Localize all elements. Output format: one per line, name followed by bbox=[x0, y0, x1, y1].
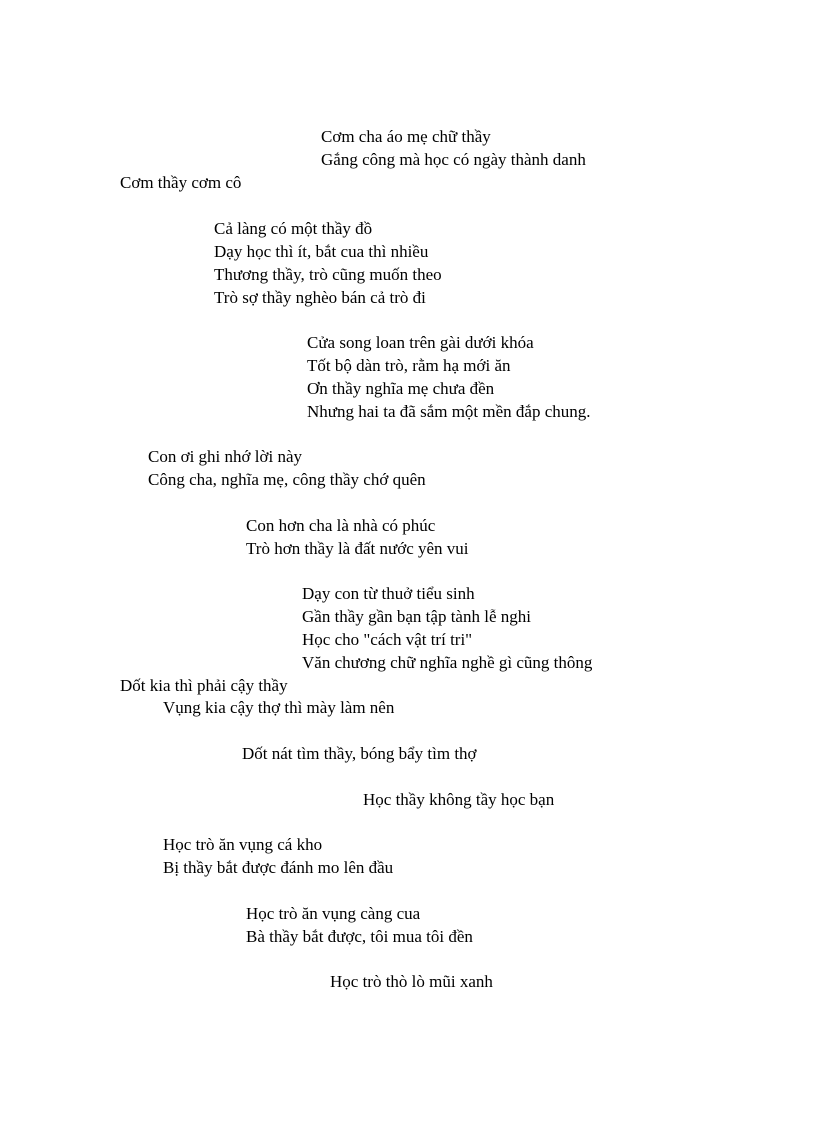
verse-line: Gắng công mà học có ngày thành danh bbox=[321, 150, 586, 169]
verse-line: Văn chương chữ nghĩa nghề gì cũng thông bbox=[302, 653, 593, 672]
verse-line: Cơm cha áo mẹ chữ thầy bbox=[321, 127, 491, 146]
verse-line: Học trò thò lò mũi xanh bbox=[330, 972, 493, 991]
verse-line: Vụng kia cậy thợ thì mày làm nên bbox=[163, 698, 395, 717]
verse-line: Học thầy không tầy học bạn bbox=[363, 790, 555, 809]
verse-line: Trò hơn thầy là đất nước yên vui bbox=[246, 539, 469, 558]
verse-line: Trò sợ thầy nghèo bán cả trò đi bbox=[214, 288, 426, 307]
verse-line: Dạy con từ thuở tiểu sinh bbox=[302, 584, 475, 603]
verse-line: Học trò ăn vụng càng cua bbox=[246, 904, 421, 923]
verse-line: Nhưng hai ta đã sắm một mền đắp chung. bbox=[307, 402, 591, 421]
verse-line: Bị thầy bắt được đánh mo lên đầu bbox=[163, 858, 394, 877]
verse-line: Cả làng có một thầy đồ bbox=[214, 219, 373, 238]
verse-line: Bà thầy bắt được, tôi mua tôi đền bbox=[246, 927, 473, 946]
verse-line: Con hơn cha là nhà có phúc bbox=[246, 516, 436, 535]
verse-line: Cơm thầy cơm cô bbox=[120, 173, 242, 192]
verse-line: Học trò ăn vụng cá kho bbox=[163, 835, 323, 854]
verse-line: Ơn thầy nghĩa mẹ chưa đền bbox=[307, 379, 495, 398]
verse-line: Gần thầy gần bạn tập tành lễ nghi bbox=[302, 607, 531, 626]
verse-line: Công cha, nghĩa mẹ, công thầy chớ quên bbox=[148, 470, 426, 489]
verse-line: Học cho "cách vật trí tri" bbox=[302, 630, 473, 649]
verse-line: Cửa song loan trên gài dưới khóa bbox=[307, 333, 534, 352]
verse-line: Dốt kia thì phải cậy thầy bbox=[120, 676, 288, 695]
verse-line: Con ơi ghi nhớ lời này bbox=[148, 447, 302, 466]
verse-line: Dạy học thì ít, bắt cua thì nhiều bbox=[214, 242, 429, 261]
verse-line: Dốt nát tìm thầy, bóng bẩy tìm thợ bbox=[242, 744, 477, 763]
verse-line: Tốt bộ dàn trò, rằm hạ mới ăn bbox=[307, 356, 511, 375]
verse-line: Thương thầy, trò cũng muốn theo bbox=[214, 265, 442, 284]
